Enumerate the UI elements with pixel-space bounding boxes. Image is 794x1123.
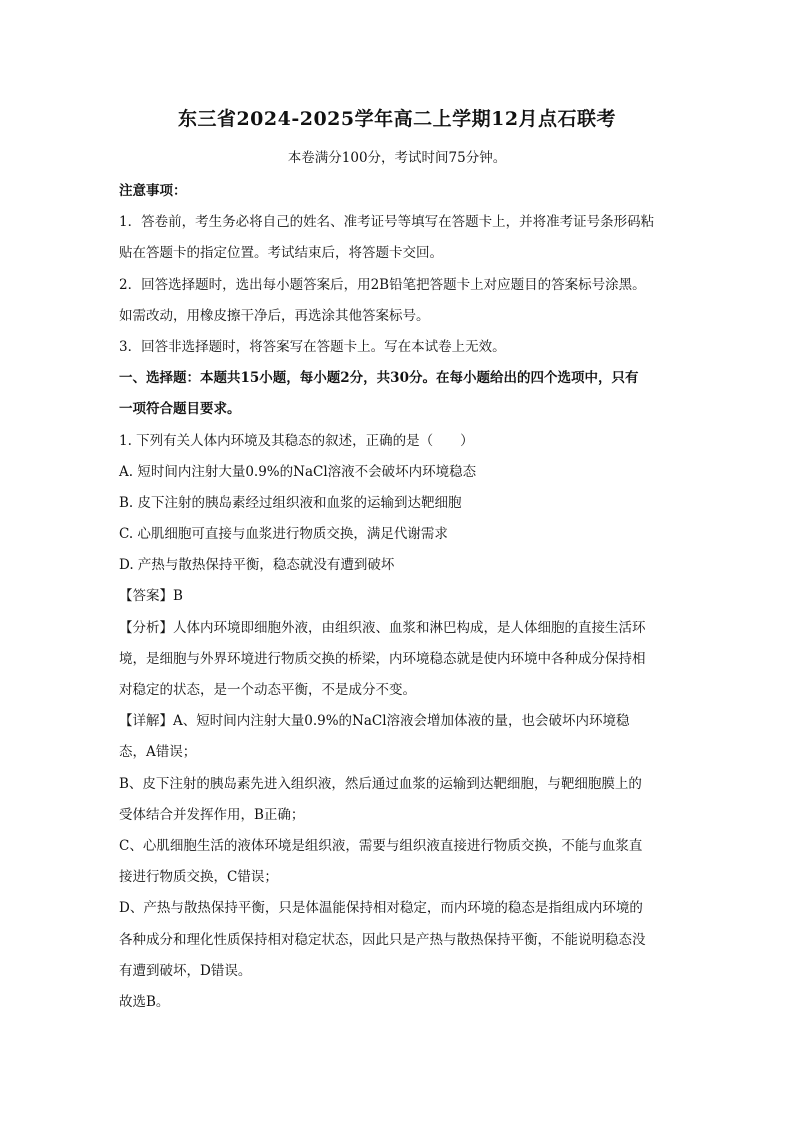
page-title: 东三省2024-2025学年高二上学期12月点石联考 <box>177 108 617 130</box>
analysis-line-3: 对稳定的状态，是一个动态平衡，不是成分不变。 <box>119 682 416 698</box>
answer-line: 【答案】B <box>119 588 183 605</box>
notice-item-3-line-1: 3．回答非选择题时，将答案写在答题卡上。写在本试卷上无效。 <box>119 338 506 355</box>
notice-item-2-line-1: 2．回答选择题时，选出每小题答案后，用2B铅笔把答题卡上对应题目的答案标号涂黑。 <box>119 276 646 293</box>
option-b: B. 皮下注射的胰岛素经过组织液和血浆的运输到达靶细胞 <box>119 494 462 511</box>
detail-line-6: 接进行物质交换，C错误； <box>119 869 278 886</box>
notice-item-1-line-1: 1．答卷前，考生务必将自己的姓名、准考证号等填写在答题卡上，并将准考证号条形码粘 <box>119 214 655 231</box>
detail-line-8: 各种成分和理化性质保持相对稳定状态，因此只是产热与散热保持平衡，不能说明稳态没 <box>119 931 646 948</box>
detail-line-3: B、皮下注射的胰岛素先进入组织液，然后通过血浆的运输到达靶细胞，与靶细胞膜上的 <box>119 775 642 792</box>
notice-item-1-line-2: 贴在答题卡的指定位置。考试结束后，将答题卡交回。 <box>119 245 443 262</box>
detail-line-5: C、心肌细胞生活的液体环境是组织液，需要与组织液直接进行物质交换，不能与血浆直 <box>119 837 643 854</box>
detail-line-7: D、产热与散热保持平衡，只是体温能保持相对稳定，而内环境的稳态是指组成内环境的 <box>119 900 643 917</box>
detail-line-9: 有遭到破坏，D错误。 <box>119 962 252 979</box>
notice-item-2-line-2: 如需改动，用橡皮擦干净后，再选涂其他答案标号。 <box>119 307 430 324</box>
question-stem: 1. 下列有关人体内环境及其稳态的叙述，正确的是（ ） <box>119 432 474 449</box>
option-d: D. 产热与散热保持平衡，稳态就没有遭到破坏 <box>119 557 395 574</box>
conclusion-line: 故选B。 <box>119 993 170 1010</box>
analysis-line-1: 【分析】人体内环境即细胞外液，由组织液、血浆和淋巴构成，是人体细胞的直接生活环 <box>119 619 646 636</box>
exam-info: 本卷满分100分，考试时间75分钟。 <box>287 150 507 166</box>
notice-heading: 注意事项： <box>119 183 187 199</box>
detail-line-1: 【详解】A、短时间内注射大量0.9%的NaCl溶液会增加体液的量，也会破坏内环境稳 <box>119 713 630 730</box>
detail-line-4: 受体结合并发挥作用，B正确； <box>119 806 305 823</box>
detail-line-2: 态，A错误； <box>119 744 197 761</box>
section-heading-line-1: 一、选择题：本题共15小题，每小题2分，共30分。在每小题给出的四个选项中，只有 <box>119 370 639 387</box>
section-heading-line-2: 一项符合题目要求。 <box>119 401 241 418</box>
option-a: A. 短时间内注射大量0.9%的NaCl溶液不会破坏内环境稳态 <box>119 463 477 480</box>
analysis-line-2: 境，是细胞与外界环境进行物质交换的桥梁，内环境稳态就是使内环境中各种成分保持相 <box>119 650 646 667</box>
document-body <box>119 176 679 1018</box>
option-c: C. 心肌细胞可直接与血浆进行物质交换，满足代谢需求 <box>119 526 448 543</box>
